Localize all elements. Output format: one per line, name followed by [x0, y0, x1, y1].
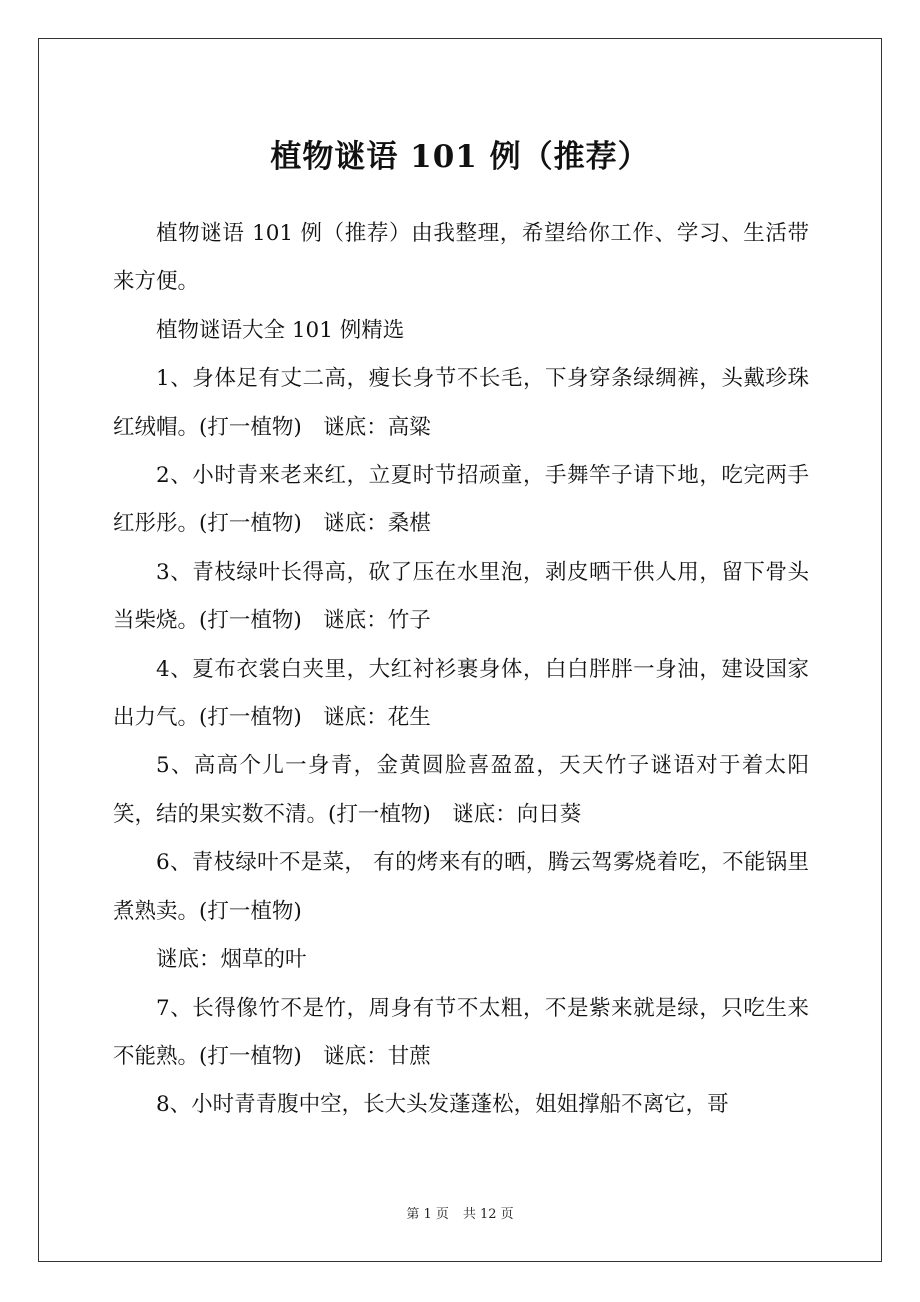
page-footer	[0, 1205, 920, 1225]
riddle-3: 3、青枝绿叶长得高，砍了压在水里泡，剥皮晒干供人用，留下骨头当柴烧。(打一植物) 谜底：竹子	[113, 559, 809, 634]
paragraph-subheading: 植物谜语大全 101 例精选	[156, 317, 405, 343]
document-body	[113, 210, 809, 1130]
riddle-8: 8、小时青青腹中空，长大头发蓬蓬松，姐姐撑船不离它，哥	[156, 1092, 729, 1118]
riddle-1: 1、身体足有丈二高，瘦长身节不长毛，下身穿条绿绸裤，头戴珍珠红绒帽。(打一植物) 谜底：高粱	[113, 366, 809, 440]
riddle-4: 4、夏布衣裳白夹里，大红衬衫裹身体，白白胖胖一身油，建设国家出力气。(打一植物) 谜底：花生	[113, 656, 809, 731]
paragraph-intro: 植物谜语 101 例（推荐）由我整理，希望给你工作、学习、生活带来方便。	[113, 221, 809, 295]
riddle-2: 2、小时青来老来红，立夏时节招顽童，手舞竿子请下地，吃完两手红彤彤。(打一植物) 谜底：桑椹	[113, 463, 809, 537]
page-number: 第 1 页	[406, 1207, 449, 1222]
page-total: 共 12 页	[462, 1207, 514, 1222]
riddle-7: 7、长得像竹不是竹，周身有节不太粗，不是紫来就是绿，只吃生来不能熟。(打一植物) 谜底：甘蔗	[113, 995, 809, 1069]
riddle-6: 6、青枝绿叶不是菜， 有的烤来有的晒，腾云驾雾烧着吃，不能锅里煮熟卖。(打一植物)	[113, 850, 809, 924]
riddle-5: 5、高高个儿一身青，金黄圆脸喜盈盈，天天竹子谜语对于着太阳笑，结的果实数不清。(打一植物) 谜底：向日葵	[113, 753, 809, 827]
document-title: 植物谜语 101 例（推荐）	[270, 138, 650, 175]
riddle-6-answer: 谜底：烟草的叶	[156, 947, 307, 973]
